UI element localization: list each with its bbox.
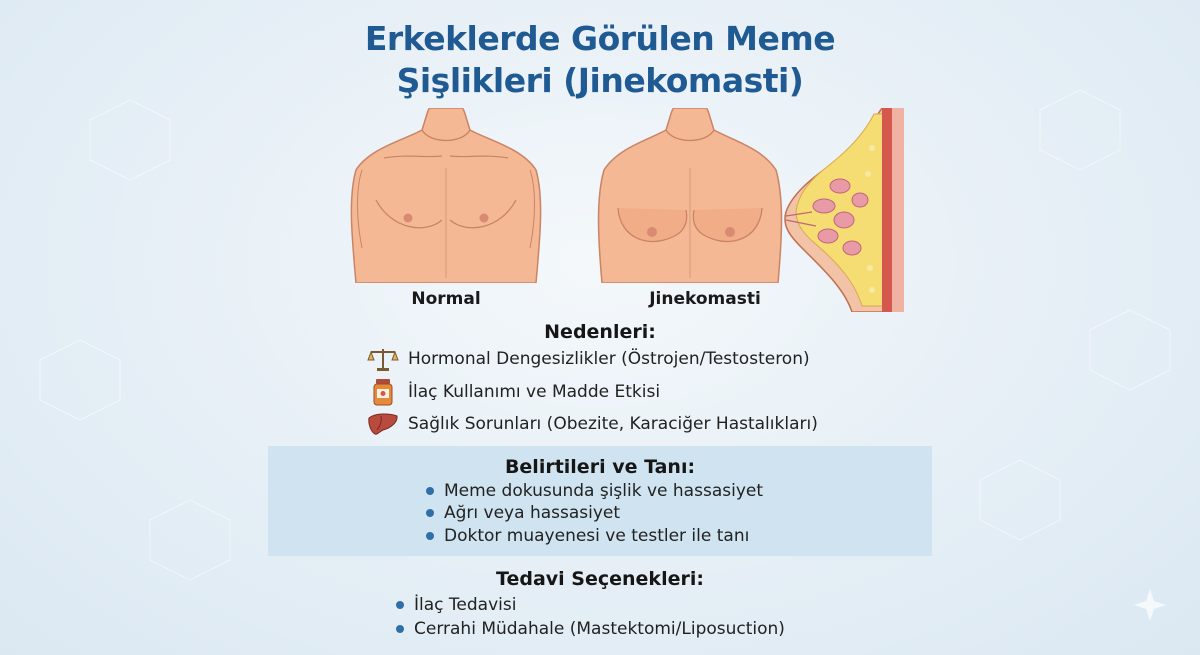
symptom-text: Ağrı veya hassasiyet [444,503,621,523]
normal-chest-illustration [326,108,566,283]
symptom-text: Meme dokusunda şişlik ve hassasiyet [444,481,763,501]
liver-icon [366,410,400,438]
symptom-item [426,481,763,501]
cause-item-hormonal [366,345,810,373]
gynecomastia-chest-illustration [590,108,790,283]
symptoms-heading: Belirtileri ve Tanı: [504,456,696,478]
treatment-item [396,619,785,639]
symptom-text: Doktor muayenesi ve testler ile tanı [444,526,750,546]
treatment-text: Cerrahi Müdahale (Mastektomi/Liposuction) [414,619,785,639]
causes-heading: Nedenleri: [544,321,656,343]
treatment-text: İlaç Tedavisi [414,595,517,615]
bullet-icon [396,625,404,633]
bullet-icon [426,509,434,517]
title-line-2: Şişlikleri (Jinekomasti) [396,61,804,100]
cause-text: Hormonal Dengesizlikler (Östrojen/Testosteron) [408,349,810,369]
cause-item-medication [366,378,660,406]
bullet-icon [426,532,434,540]
cause-text: İlaç Kullanımı ve Madde Etkisi [408,382,661,402]
scale-icon [366,345,400,373]
symptom-item [426,503,620,523]
treatment-heading: Tedavi Seçenekleri: [496,568,704,590]
bullet-icon [396,601,404,609]
title-line-1: Erkeklerde Görülen Meme [364,19,836,58]
cause-text: Sağlık Sorunları (Obezite, Karaciğer Hastalıkları) [408,414,818,434]
treatment-item [396,595,516,615]
cause-item-health [366,410,818,438]
sparkle-icon [1130,585,1170,625]
pill-bottle-icon [366,378,400,406]
gynecomastia-label: Jinekomasti [649,289,761,309]
bullet-icon [426,487,434,495]
breast-cross-section-illustration [782,108,904,312]
page-title [0,18,1200,102]
normal-label: Normal [411,289,481,309]
symptom-item [426,526,749,546]
